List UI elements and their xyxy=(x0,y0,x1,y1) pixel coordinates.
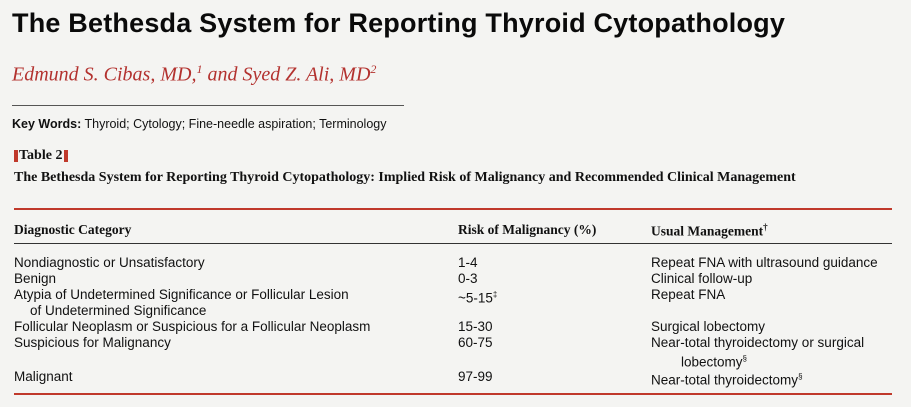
row-3-category: Atypia of Undetermined Significance or Follicular Lesion xyxy=(14,287,349,302)
row-2-category: Benign xyxy=(14,271,57,286)
row-5-management: Near-total thyroidectomy or surgical xyxy=(651,335,865,350)
row-2-management: Clinical follow-up xyxy=(651,271,753,286)
keywords-text: Thyroid; Cytology; Fine-needle aspiration; Terminology xyxy=(81,117,387,131)
row-6-risk: 97-99 xyxy=(458,369,493,384)
author-line xyxy=(12,62,376,87)
row-5-management-line2: lobectomy§ xyxy=(681,354,747,370)
header-usual-management: Usual Management† xyxy=(651,222,768,239)
row-1-management: Repeat FNA with ultrasound guidance xyxy=(651,255,878,270)
table-top-rule xyxy=(14,208,892,210)
table-label xyxy=(14,148,68,164)
table-marker-right xyxy=(64,150,68,162)
row-3-management: Repeat FNA xyxy=(651,287,726,302)
author-2: and Syed Z. Ali, MD xyxy=(202,63,371,86)
row-4-risk: 15-30 xyxy=(458,319,493,334)
table-caption: The Bethesda System for Reporting Thyroid Cytopathology: Implied Risk of Malignancy and Recommended Clinical Management xyxy=(14,170,796,185)
table-marker-left xyxy=(14,150,18,162)
affiliation-1: 1 xyxy=(196,62,203,76)
keywords xyxy=(12,117,386,131)
keywords-label: Key Words: xyxy=(12,117,82,131)
row-3-risk: ~5-15‡ xyxy=(458,290,498,306)
divider xyxy=(12,105,404,106)
table-header-rule xyxy=(14,243,892,244)
row-1-category: Nondiagnostic or Unsatisfactory xyxy=(14,255,205,270)
affiliation-2: 2 xyxy=(370,62,377,76)
row-6-management: Near-total thyroidectomy§ xyxy=(651,372,803,388)
row-5-category: Suspicious for Malignancy xyxy=(14,335,171,350)
header-risk-of-malignancy: Risk of Malignancy (%) xyxy=(458,222,597,237)
row-3-category-line2: of Undetermined Significance xyxy=(30,303,207,318)
header-diagnostic-category: Diagnostic Category xyxy=(14,222,132,237)
table-number: Table 2 xyxy=(19,148,63,163)
row-4-management: Surgical lobectomy xyxy=(651,319,766,334)
author-1: Edmund S. Cibas, MD, xyxy=(12,63,197,86)
article-title: The Bethesda System for Reporting Thyroid Cytopathology xyxy=(12,8,786,38)
table-bottom-rule xyxy=(14,393,892,395)
row-4-category: Follicular Neoplasm or Suspicious for a Follicular Neoplasm xyxy=(14,319,371,334)
row-1-risk: 1-4 xyxy=(458,255,478,270)
row-5-risk: 60-75 xyxy=(458,335,493,350)
row-6-category: Malignant xyxy=(14,369,73,384)
row-2-risk: 0-3 xyxy=(458,271,478,286)
